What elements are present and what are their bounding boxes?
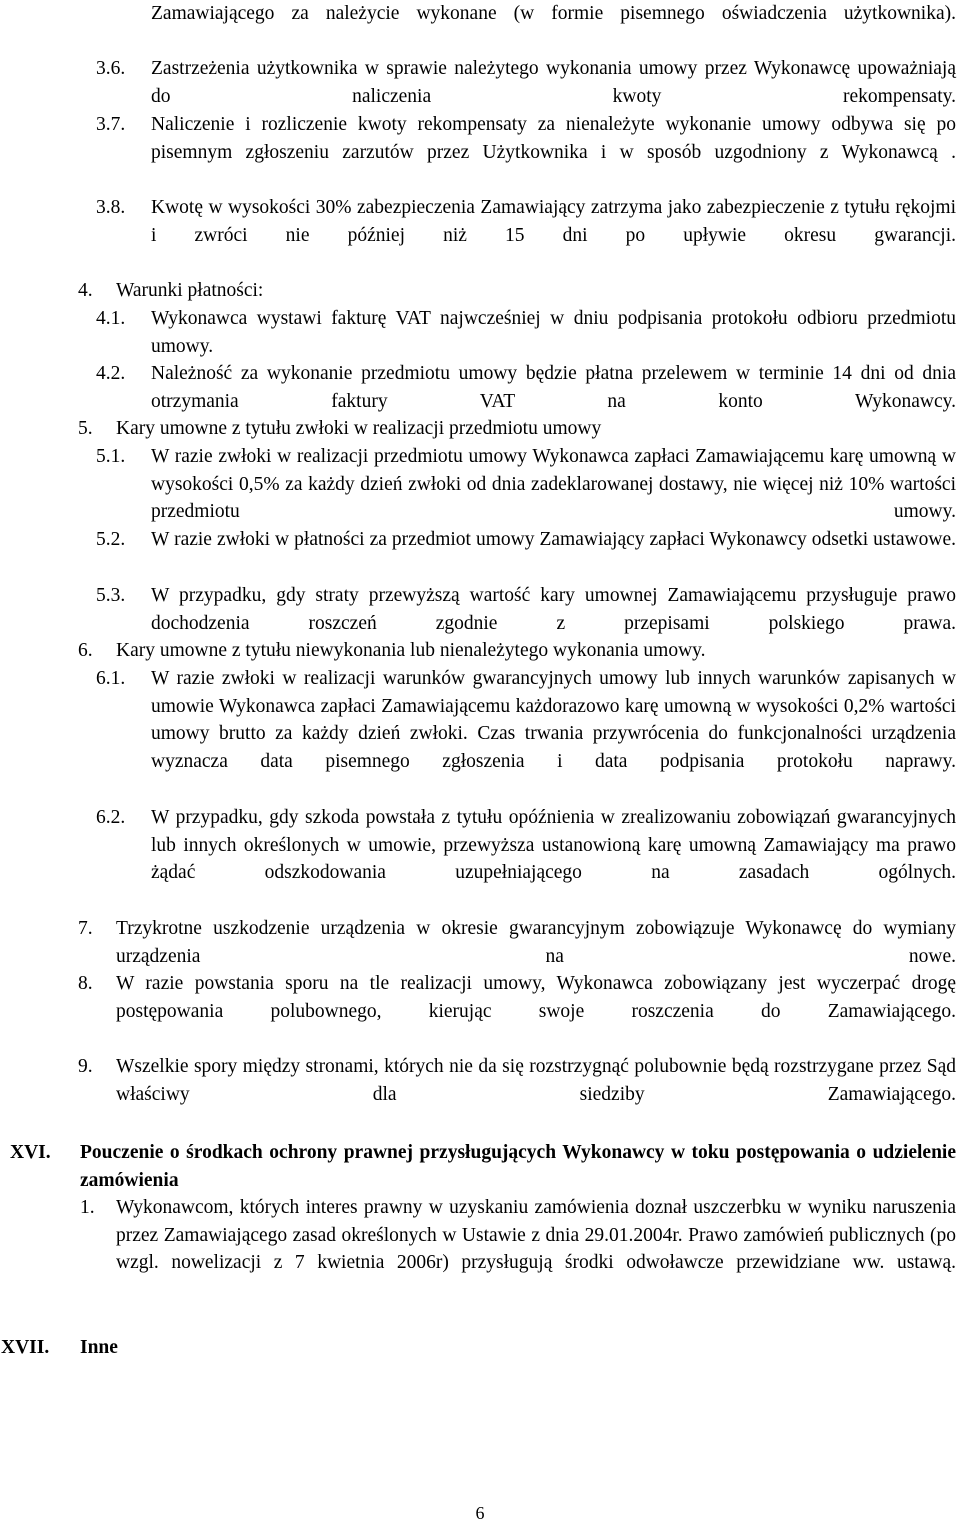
item-text: Warunki płatności: bbox=[116, 280, 264, 301]
item-text: Trzykrotne uszkodzenie urządzenia w okresie gwarancyjnym zobowiązuje Wykonawcę do wymiany urządzenia na nowe. bbox=[116, 918, 956, 967]
item-number: 3.8. bbox=[96, 197, 126, 218]
item-text: Kary umowne z tytułu zwłoki w realizacji przedmiotu umowy bbox=[116, 418, 602, 439]
item-text: Zastrzeżenia użytkownika w sprawie należytego wykonania umowy przez Wykonawcę upoważniają do naliczenia kwoty rekompensaty. bbox=[151, 58, 956, 107]
item-continuation bbox=[151, 0, 956, 28]
item-6 bbox=[78, 637, 956, 665]
item-4 bbox=[78, 277, 956, 305]
item-4-2 bbox=[96, 360, 956, 415]
item-text: Kary umowne z tytułu niewykonania lub nienależytego wykonania umowy. bbox=[116, 640, 706, 661]
item-number: 5.2. bbox=[96, 529, 126, 550]
item-number: 3.6. bbox=[96, 58, 126, 79]
item-number: 4. bbox=[78, 280, 93, 301]
page-number: 6 bbox=[475, 1503, 485, 1523]
item-3-7 bbox=[96, 111, 956, 166]
item-5-3 bbox=[96, 582, 956, 637]
item-4-1 bbox=[96, 305, 956, 360]
item-text: Naliczenie i rozliczenie kwoty rekompensaty za nienależyte wykonanie umowy odbywa się po pisemnym zgłoszeniu zarzutów przez Użytkownika i w sposób uzgodniony z Wykonawcą . bbox=[151, 114, 956, 163]
item-number: 9. bbox=[78, 1056, 93, 1077]
item-9 bbox=[78, 1053, 956, 1108]
item-xvi-1 bbox=[80, 1194, 956, 1277]
item-3-8 bbox=[96, 194, 956, 249]
item-number: 6. bbox=[78, 640, 93, 661]
item-number: 5.1. bbox=[96, 446, 126, 467]
item-5-1 bbox=[96, 443, 956, 526]
item-number: 1. bbox=[80, 1197, 95, 1218]
item-number: 6.1. bbox=[96, 668, 126, 689]
item-text: Kwotę w wysokości 30% zabezpieczenia Zamawiający zatrzyma jako zabezpieczenie z tytułu rękojmi i zwróci nie później niż 15 dni po upływie okresu gwarancji. bbox=[151, 197, 956, 246]
item-text: W razie zwłoki w realizacji warunków gwarancyjnych umowy lub innych warunków zapisanych w umowie Wykonawca zapłaci Zamawiającemu każdorazowo karę umowną w wysokości 0,2% wartości umowy brutto za każdy dzień zwłoki. Czas trwania przywrócenia do funkcjonalności urządzenia wyznacza data pisemnego zgłoszenia i data podpisania protokołu naprawy. bbox=[151, 668, 956, 772]
item-6-2 bbox=[96, 804, 956, 887]
item-number: 4.2. bbox=[96, 363, 126, 384]
item-8 bbox=[78, 970, 956, 1025]
item-number: 5.3. bbox=[96, 585, 126, 606]
item-number: 3.7. bbox=[96, 114, 126, 135]
item-number: 5. bbox=[78, 418, 93, 439]
item-text: Zamawiającego za należycie wykonane (w formie pisemnego oświadczenia użytkownika). bbox=[151, 3, 956, 24]
item-number: 7. bbox=[78, 918, 93, 939]
item-text: W przypadku, gdy straty przewyższą wartość kary umownej Zamawiającemu przysługuje prawo dochodzenia roszczeń zgodnie z przepisami polskiego prawa. bbox=[151, 585, 956, 634]
item-text: W razie powstania sporu na tle realizacji umowy, Wykonawca zobowiązany jest wyczerpać drogę postępowania polubownego, kierując swoje roszczenia do Zamawiającego. bbox=[116, 973, 956, 1022]
item-text: Należność za wykonanie przedmiotu umowy będzie płatna przelewem w terminie 14 dni od dnia otrzymania faktury VAT na konto Wykonawcy. bbox=[151, 363, 956, 412]
item-number: 8. bbox=[78, 973, 93, 994]
item-6-1 bbox=[96, 665, 956, 775]
item-text: W razie zwłoki w realizacji przedmiotu umowy Wykonawca zapłaci Zamawiającemu karę umowną w wysokości 0,5% za każdy dzień zwłoki od dnia zadeklarowanej dostawy, nie więcej niż 10% wartości przedmiotu umowy. bbox=[151, 446, 956, 523]
item-number: 4.1. bbox=[96, 308, 126, 329]
item-text: Wszelkie spory między stronami, których nie da się rozstrzygnąć polubownie będą rozstrzygane przez Sąd właściwy dla siedziby Zamawiającego. bbox=[116, 1056, 956, 1105]
item-text: W przypadku, gdy szkoda powstała z tytułu opóźnienia w zrealizowaniu zobowiązań gwarancyjnych lub innych określonych w umowie, przewyższa ustanowioną karę umowną Zamawiający ma prawo żądać odszkodowania uzupełniającego na zasadach ogólnych. bbox=[151, 807, 956, 884]
section-title: Inne bbox=[80, 1337, 118, 1358]
item-text: Wykonawcom, których interes prawny w uzyskaniu zamówienia doznał uszczerbku w wyniku naruszenia przez Zamawiającego zasad określonych w Ustawie z dnia 29.01.2004r. Prawo zamówień publicznych (po wzgl. nowelizacji z 7 kwietnia 2006r) przysługują środki odwoławcze przewidziane ww. ustawą. bbox=[116, 1197, 956, 1274]
section-title: Pouczenie o środkach ochrony prawnej przysługujących Wykonawcy w toku postępowania o udzielenie zamówienia bbox=[80, 1142, 956, 1191]
section-heading-xvi bbox=[10, 1139, 956, 1194]
section-heading-xvii bbox=[1, 1334, 956, 1362]
item-number: 6.2. bbox=[96, 807, 126, 828]
section-number: XVII. bbox=[1, 1337, 50, 1358]
item-text: W razie zwłoki w płatności za przedmiot umowy Zamawiający zapłaci Wykonawcy odsetki ustawowe. bbox=[151, 529, 956, 550]
item-7 bbox=[78, 915, 956, 970]
item-3-6 bbox=[96, 55, 956, 110]
item-5-2 bbox=[96, 526, 956, 554]
section-number: XVI. bbox=[10, 1142, 51, 1163]
item-text: Wykonawca wystawi fakturę VAT najwcześniej w dniu podpisania protokołu odbioru przedmiotu umowy. bbox=[151, 308, 956, 357]
item-5 bbox=[78, 415, 956, 443]
